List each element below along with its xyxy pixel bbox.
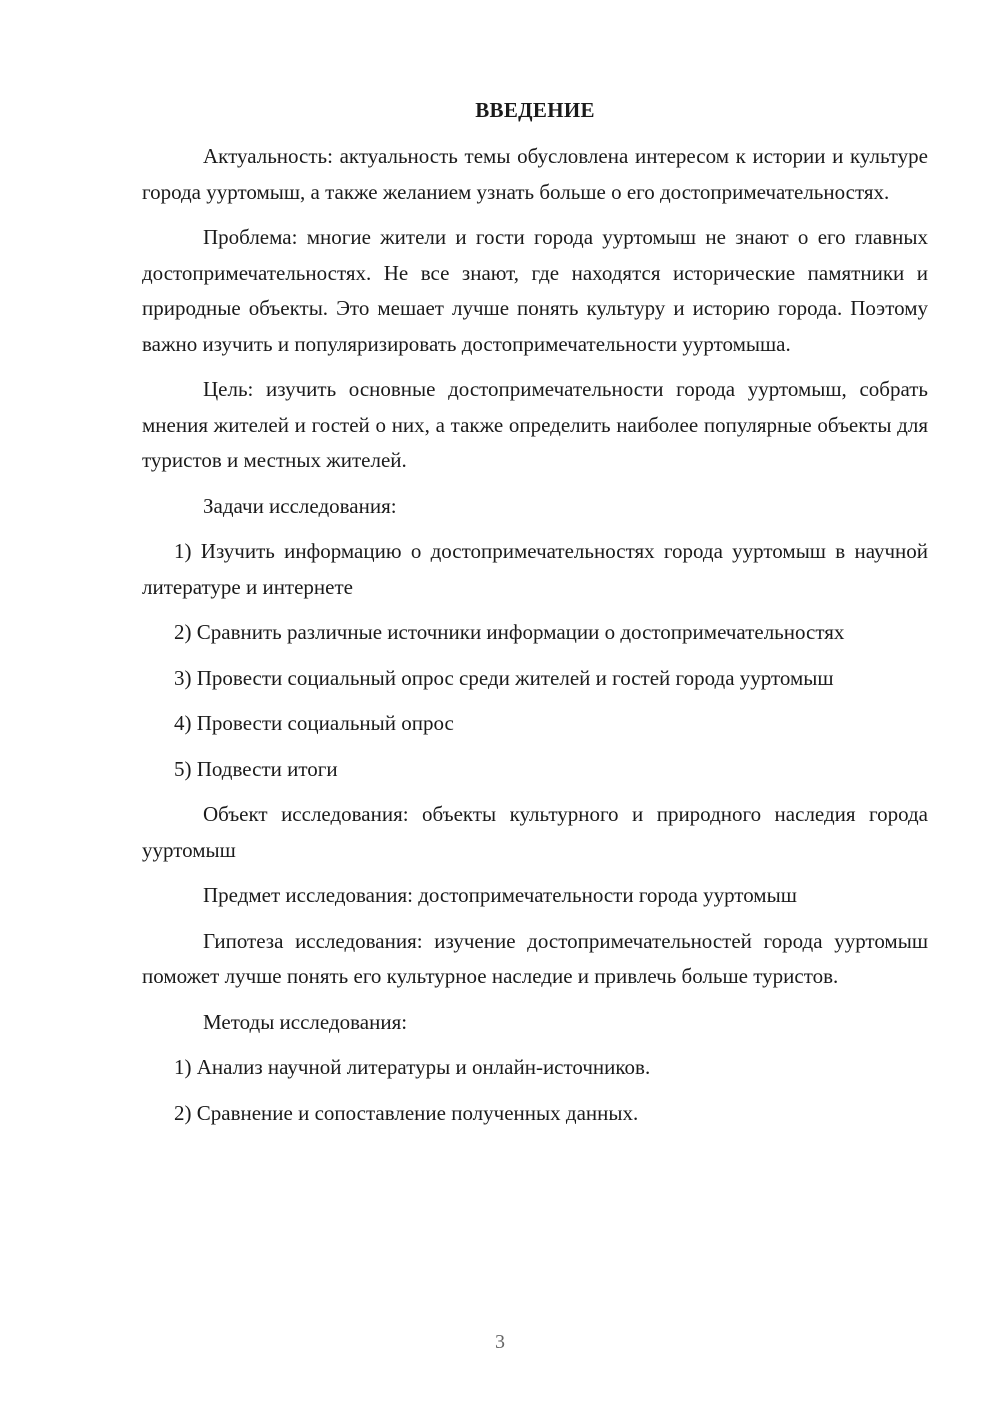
- problem-paragraph: Проблема: многие жители и гости города ууртомыш не знают о его главных достопримечательностях. Не все знают, где находятся исторические памятники и природные объекты. Это мешает лучше понять культуру и историю города. Поэтому важно изучить и популяризировать достопримечательности ууртомыша.: [142, 225, 928, 356]
- task-item-5: 5) Подвести итоги: [174, 756, 338, 781]
- document-page: [142, 93, 928, 1141]
- subject-paragraph: Предмет исследования: достопримечательности города ууртомыш: [203, 883, 797, 907]
- goal-paragraph: Цель: изучить основные достопримечательности города ууртомыш, собрать мнения жителей и гостей о них, а также определить наиболее популярные объекты для туристов и местных жителей.: [142, 377, 928, 472]
- task-item-4: 4) Провести социальный опрос: [174, 711, 454, 735]
- object-paragraph: Объект исследования: объекты культурного и природного наследия города ууртомыш: [142, 802, 928, 862]
- method-item-2: 2) Сравнение и сопоставление полученных данных.: [174, 1100, 639, 1125]
- relevance-paragraph: Актуальность: актуальность темы обусловлена интересом к истории и культуре города ууртомыш, а также желанием узнать больше о его достопримечательностях.: [142, 144, 928, 204]
- method-item-1: 1) Анализ научной литературы и онлайн-источников.: [174, 1055, 651, 1079]
- task-item-2: 2) Сравнить различные источники информации о достопримечательностях: [174, 620, 845, 644]
- tasks-heading: Задачи исследования:: [203, 493, 397, 518]
- hypothesis-paragraph: Гипотеза исследования: изучение достопримечательностей города ууртомыш поможет лучше понять его культурное наследие и привлечь больше туристов.: [142, 928, 928, 988]
- section-title: ВВЕДЕНИЕ: [475, 98, 595, 122]
- page-number: 3: [495, 1331, 505, 1353]
- methods-heading: Методы исследования:: [203, 1009, 408, 1034]
- task-item-3: 3) Провести социальный опрос среди жителей и гостей города ууртомыш: [174, 665, 834, 690]
- task-item-1: 1) Изучить информацию о достопримечательностях города ууртомыш в научной литературе и интернете: [142, 539, 928, 599]
